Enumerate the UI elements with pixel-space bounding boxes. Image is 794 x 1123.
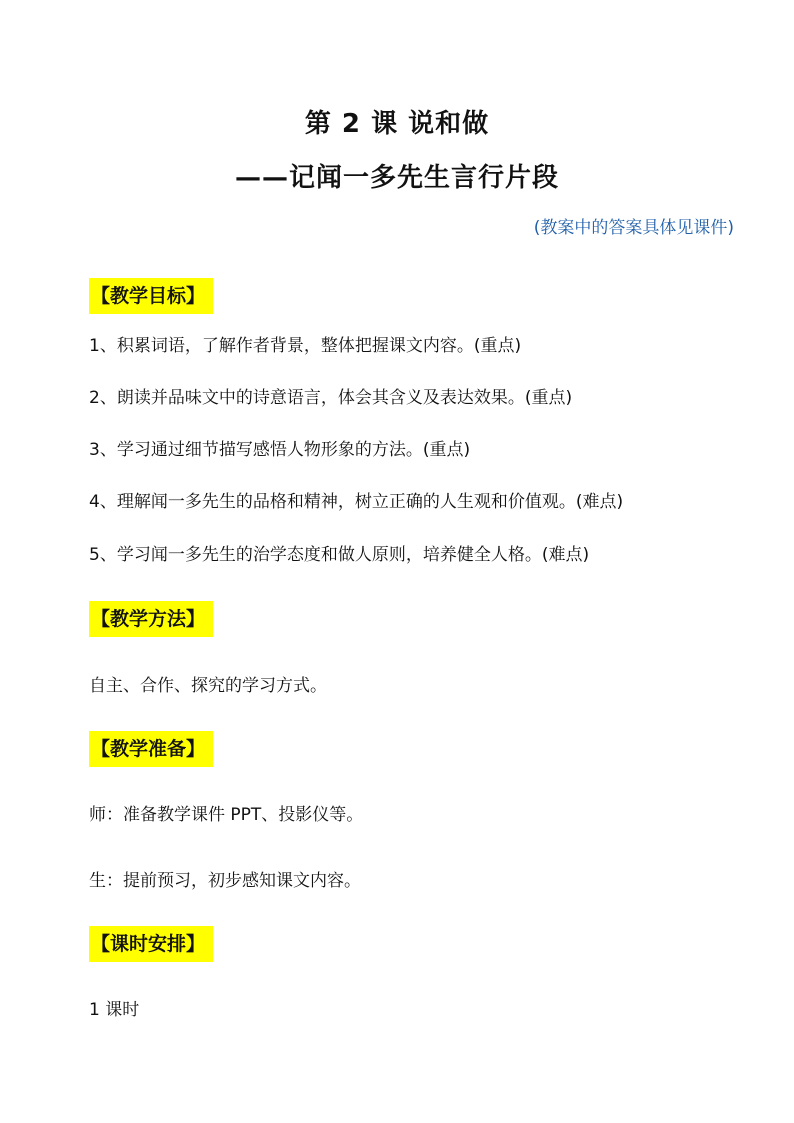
objective-item: 5、学习闻一多先生的治学态度和做人原则，培养健全人格。(难点) — [89, 545, 590, 565]
objective-item: 4、理解闻一多先生的品格和精神，树立正确的人生观和价值观。(难点) — [89, 492, 624, 512]
answer-note: (教案中的答案具体见课件) — [533, 218, 734, 238]
objective-item: 1、积累词语，了解作者背景，整体把握课文内容。(重点) — [89, 336, 522, 356]
schedule-text: 1 课时 — [89, 1000, 140, 1020]
section-heading-preparation: 【教学准备】 — [89, 731, 213, 767]
preparation-teacher: 师：准备教学课件 PPT、投影仪等。 — [89, 805, 364, 825]
section-heading-methods: 【教学方法】 — [89, 601, 213, 637]
section-heading-objectives: 【教学目标】 — [89, 278, 213, 314]
preparation-student: 生：提前预习，初步感知课文内容。 — [89, 871, 361, 891]
objective-item: 2、朗读并品味文中的诗意语言，体会其含义及表达效果。(重点) — [89, 388, 573, 408]
section-heading-schedule: 【课时安排】 — [89, 926, 213, 962]
document-subtitle: ——记闻一多先生言行片段 — [234, 163, 559, 193]
document-title: 第 2 课 说和做 — [304, 109, 490, 139]
objective-item: 3、学习通过细节描写感悟人物形象的方法。(重点) — [89, 440, 471, 460]
methods-text: 自主、合作、探究的学习方式。 — [89, 676, 327, 696]
